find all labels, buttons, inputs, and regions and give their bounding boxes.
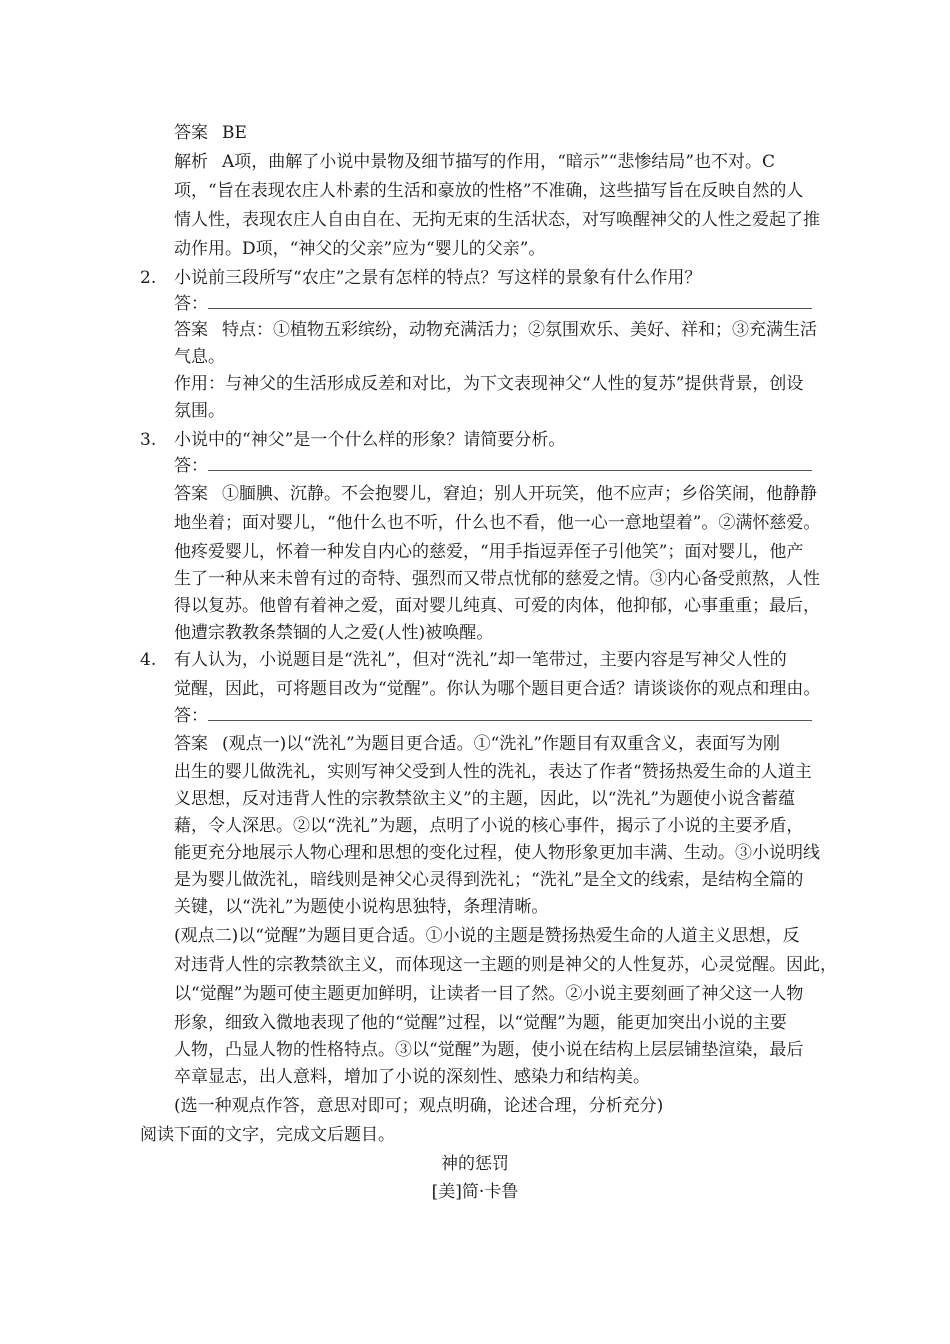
q3-answer-line: 他遭宗教教条禁锢的人之爱(人性)被唤醒。: [174, 623, 494, 643]
passage-title: 神的惩罚: [441, 1154, 509, 1174]
answer-label: 答案: [174, 320, 208, 340]
q4-answer-line: 对违背人性的宗教禁欲主义，而体现这一主题的则是神父的人性复苏，心灵觉醒。因此，: [174, 955, 837, 975]
q2-answer-line: 作用：与神父的生活形成反差和对比，为下文表现神父“人性的复苏”提供背景，创设: [174, 374, 804, 394]
answer-blank-line: [208, 470, 812, 471]
q3-answer-line: 生了一种从来未曾有过的奇特、强烈而又带点忧郁的慈爱之情。③内心备受煎熬，人性: [174, 569, 820, 589]
passage-author: [美]简·卡鲁: [431, 1182, 519, 1202]
q1-analysis-line: 解析 A项，曲解了小说中景物及细节描写的作用，“暗示”“悲惨结局”也不对。C: [174, 152, 776, 172]
question-number: 2.: [140, 268, 157, 288]
reading-instruction: 阅读下面的文字，完成文后题目。: [140, 1125, 395, 1145]
question-text: 有人认为，小说题目是“洗礼”，但对“洗礼”却一笔带过，主要内容是写神父人性的: [174, 650, 787, 670]
q4-answer-line: 以“觉醒”为题可使主题更加鲜明，让读者一目了然。②小说主要刻画了神父这一人物: [174, 984, 804, 1004]
question-text: 小说中的“神父”是一个什么样的形象？请简要分析。: [174, 430, 566, 450]
answer-blank-line: [208, 308, 812, 309]
analysis-label: 解析: [174, 152, 208, 172]
answer-value: BE: [222, 123, 247, 143]
question-text: 觉醒，因此，可将题目改为“觉醒”。你认为哪个题目更合适？请谈谈你的观点和理由。: [174, 679, 821, 699]
answer-label: 答案: [174, 734, 208, 754]
q4-answer-line: 关键，以“洗礼”为题使小说构思独特，条理清晰。: [174, 897, 549, 917]
q4-answer-line: 形象，细致入微地表现了他的“觉醒”过程，以“觉醒”为题，能更加突出小说的主要: [174, 1013, 787, 1033]
q3-answer-line: 得以复苏。他曾有着神之爱，面对婴儿纯真、可爱的肉体，他抑郁，心事重重；最后，: [174, 596, 820, 616]
q4-answer-line: 卒章显志，出人意料，增加了小说的深刻性、感染力和结构美。: [174, 1067, 650, 1087]
q4-answer-line: 出生的婴儿做洗礼，实则写神父受到人性的洗礼，表达了作者“赞扬热爱生命的人道主: [174, 762, 812, 782]
q2-answer-line: 答案 特点：①植物五彩缤纷，动物充满活力；②氛围欢乐、美好、祥和；③充满生活: [174, 320, 817, 340]
answer-blank-label: 答：: [174, 456, 208, 476]
answer-blank-label: 答：: [174, 706, 208, 726]
answer-label: 答案: [174, 123, 208, 143]
q4-answer-line: 是为婴儿做洗礼，暗线则是神父心灵得到洗礼；“洗礼”是全文的线索，是结构全篇的: [174, 870, 804, 890]
q3-answer-line: 地坐着；面对婴儿，“他什么也不听，什么也不看，他一心一意地望着”。②满怀慈爱。: [174, 513, 821, 533]
answer-label: 答案: [174, 484, 208, 504]
q2-answer-line: 气息。: [174, 347, 225, 367]
q1-analysis-line: 项，“旨在表现农庄人朴素的生活和豪放的性格”不准确，这些描写旨在反映自然的人: [174, 181, 804, 201]
q4-answer-line: 答案 (观点一)以“洗礼”为题目更合适。①“洗礼”作题目有双重含义，表面写为刚: [174, 734, 781, 754]
q3-answer-line: 答案 ①腼腆、沉静。不会抱婴儿，窘迫；别人开玩笑，他不应声；乡俗笑闹，他静静: [174, 484, 817, 504]
question-text: 小说前三段所写“农庄”之景有怎样的特点？写这样的景象有什么作用？: [174, 268, 702, 288]
question-number: 3.: [140, 430, 157, 450]
answer-blank-label: 答：: [174, 294, 208, 314]
q1-analysis-line: 情人性，表现农庄人自由自在、无拘无束的生活状态，对写唤醒神父的人性之爱起了推: [174, 210, 820, 230]
q4-answer-line: 人物，凸显人物的性格特点。③以“觉醒”为题，使小说在结构上层层铺垫渲染，最后: [174, 1040, 804, 1060]
q4-answer-line: (观点二)以“觉醒”为题目更合适。①小说的主题是赞扬热爱生命的人道主义思想，反: [174, 926, 800, 946]
q3-answer-line: 他疼爱婴儿，怀着一种发自内心的慈爱，“用手指逗弄侄子引他笑”；面对婴儿，他产: [174, 542, 804, 562]
q2-answer-line: 氛围。: [174, 401, 225, 421]
answer-blank-line: [208, 720, 812, 721]
q4-answer-line: 义思想，反对违背人性的宗教禁欲主义”的主题，因此，以“洗礼”为题使小说含蓄蕴: [174, 789, 796, 809]
question-number: 4.: [140, 650, 157, 670]
q4-answer-line: 藉，令人深思。②以“洗礼”为题，点明了小说的核心事件，揭示了小说的主要矛盾，: [174, 816, 804, 836]
q1-analysis-line: 动作用。D项，“神父的父亲”应为“婴儿的父亲”。: [174, 239, 546, 259]
q4-answer-line: 能更充分地展示人物心理和思想的变化过程，使人物形象更加丰满、生动。③小说明线: [174, 843, 820, 863]
q1-answer: [174, 121, 247, 145]
q4-answer-line: (选一种观点作答，意思对即可；观点明确，论述合理，分析充分): [174, 1096, 664, 1116]
